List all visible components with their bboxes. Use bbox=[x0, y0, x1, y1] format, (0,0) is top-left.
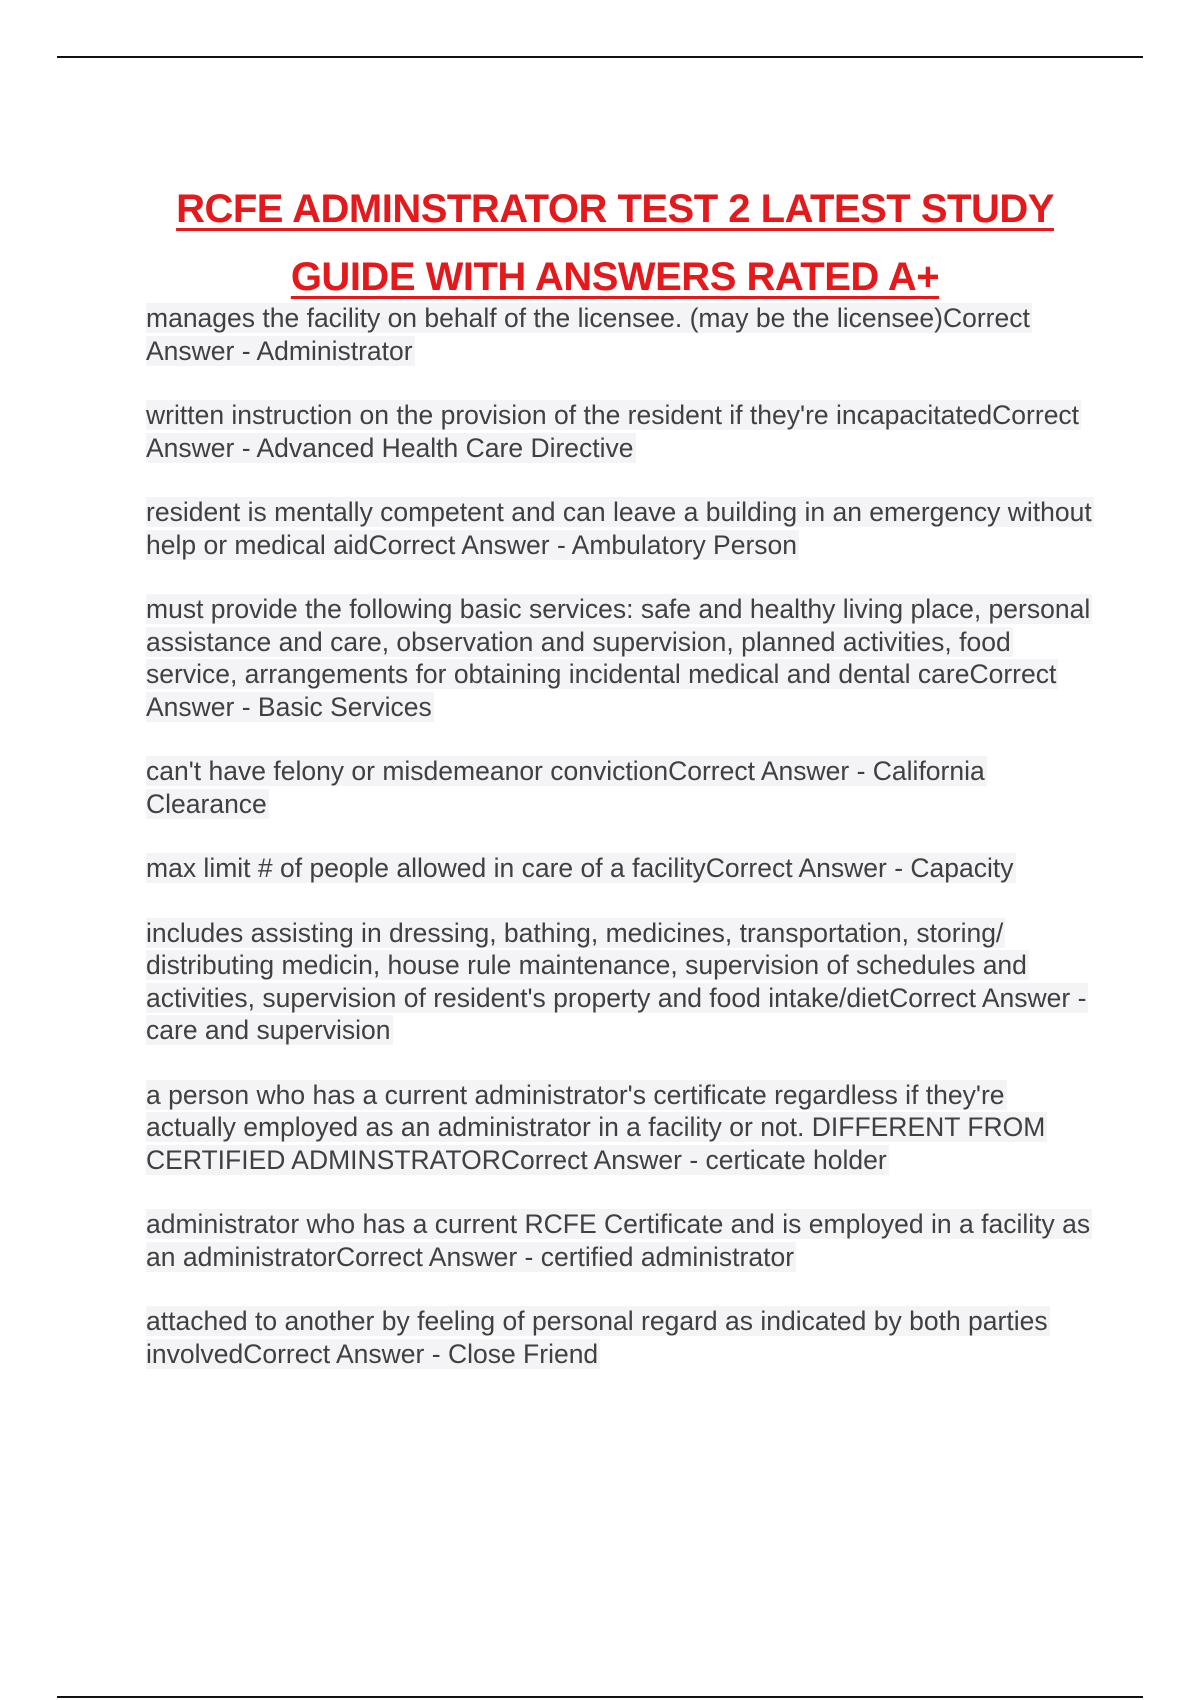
flashcard-entry bbox=[146, 755, 1096, 820]
entry-answer: California Clearance bbox=[146, 756, 985, 819]
entry-question: written instruction on the provision of the resident if they're incapacitated bbox=[146, 400, 993, 430]
entry-separator: Correct Answer - bbox=[336, 1241, 541, 1272]
entry-answer: care and supervision bbox=[146, 1015, 391, 1045]
entry-question: max limit # of people allowed in care of a facility bbox=[146, 853, 706, 883]
entry-answer: Administrator bbox=[256, 335, 413, 366]
top-rule bbox=[57, 56, 1143, 58]
flashcard-entry bbox=[146, 1305, 1096, 1370]
entry-separator: Correct Answer - bbox=[146, 659, 1057, 722]
entry-separator: Correct Answer - bbox=[668, 756, 873, 786]
entry-answer: Capacity bbox=[910, 853, 1014, 883]
title-line-1: RCFE ADMINSTRATOR TEST 2 LATEST STUDY bbox=[176, 186, 1054, 231]
entry-answer: Advanced Health Care Directive bbox=[256, 432, 634, 463]
entry-answer: Close Friend bbox=[447, 1338, 599, 1369]
entry-question: can't have felony or misdemeanor conviction bbox=[146, 756, 669, 786]
flashcard-entry bbox=[146, 496, 1096, 561]
flashcard-entry bbox=[146, 1208, 1096, 1273]
entry-question: must provide the following basic services: safe and healthy living place, personal assistance and care, observation and supervision, planned activities, food service, arrangements for obtaining incidental medical and dental care bbox=[146, 594, 1091, 689]
entry-separator: Correct Answer - bbox=[889, 982, 1087, 1013]
flashcard-entry bbox=[146, 593, 1096, 723]
flashcard-entry bbox=[146, 1079, 1096, 1177]
entry-separator: Correct Answer - bbox=[500, 1144, 706, 1175]
flashcard-entry bbox=[146, 917, 1096, 1047]
entry-question: manages the facility on behalf of the licensee. (may be the licensee) bbox=[146, 303, 943, 333]
flashcard-entry bbox=[146, 302, 1096, 367]
entry-question: a person who has a current administrator's certificate regardless if they're actually employed as an administrator in a facility or not. DIFFERENT FROM CERTIFIED ADMINSTRATOR bbox=[146, 1079, 1046, 1175]
bottom-rule bbox=[57, 1696, 1143, 1698]
entry-separator: Correct Answer - bbox=[146, 400, 1080, 463]
document-title bbox=[120, 175, 1110, 311]
flashcard-entry bbox=[146, 852, 1096, 885]
flashcard-list bbox=[146, 302, 1096, 1402]
entry-separator: Correct Answer - bbox=[146, 303, 1030, 366]
entry-answer: Ambulatory Person bbox=[571, 529, 798, 560]
entry-question: attached to another by feeling of personal regard as indicated by both parties involved bbox=[146, 1306, 1048, 1369]
entry-separator: Correct Answer - bbox=[705, 853, 911, 883]
title-line-2: GUIDE WITH ANSWERS RATED A+ bbox=[290, 254, 940, 299]
entry-question: administrator who has a current RCFE Certificate and is employed in a facility as an administrator bbox=[146, 1209, 1091, 1272]
entry-question: includes assisting in dressing, bathing, medicines, transportation, storing/ distributing medicin, house rule maintenance, supervision of schedules and activities, supervision of resident's property and food intake/diet bbox=[146, 917, 1027, 1013]
entry-separator: Correct Answer - bbox=[368, 529, 572, 560]
entry-answer: Basic Services bbox=[257, 691, 432, 722]
entry-answer: certicate holder bbox=[705, 1144, 887, 1175]
entry-answer: certified administrator bbox=[540, 1241, 795, 1272]
flashcard-entry bbox=[146, 399, 1096, 464]
entry-separator: Correct Answer - bbox=[243, 1338, 448, 1369]
entry-question: resident is mentally competent and can leave a building in an emergency without help or medical aid bbox=[146, 497, 1092, 560]
